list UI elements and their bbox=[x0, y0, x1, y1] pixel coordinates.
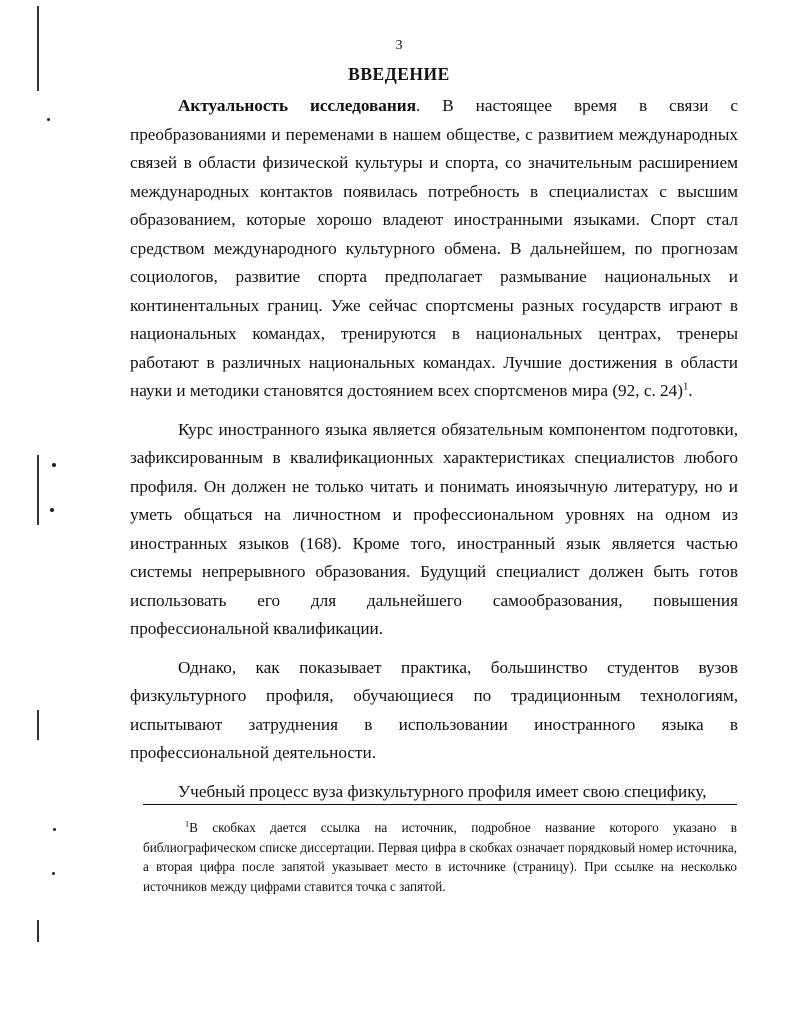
scan-edge-line bbox=[37, 455, 39, 525]
paragraph-practice: Однако, как показывает практика, большинство студентов вузов физкультурного профиля, обучающиеся по традиционным технологиям, испытывают затруднения в использовании иностранного языка в профессиональной деятельности. bbox=[130, 657, 738, 762]
body-text bbox=[130, 92, 738, 816]
footnote-divider bbox=[143, 804, 737, 805]
paragraph-course: Курс иностранного языка является обязательным компонентом подготовки, зафиксированным в квалификационных характеристиках специалистов любого профиля. Он должен не только читать и понимать иноязычную литературу, но и уметь общаться на личностном и профессиональном уровнях на одном из иностранных языков (168). Кроме того, иностранный язык является частью системы непрерывного образования. Будущий специалист должен быть готов использовать его для дальнейшего самообразования, повышения профессиональной квалификации. bbox=[130, 419, 738, 638]
scan-speck bbox=[52, 872, 55, 875]
paragraph-process: Учебный процесс вуза физкультурного профиля имеет свою специфику, bbox=[178, 781, 707, 801]
footnote-reference[interactable]: 1 bbox=[682, 381, 689, 393]
scan-edge-line bbox=[37, 920, 39, 942]
paragraph-end: . bbox=[688, 381, 693, 400]
footnote-marker: 1 bbox=[185, 819, 190, 829]
scan-speck bbox=[53, 828, 56, 831]
page-number: 3 bbox=[395, 38, 403, 53]
paragraph-text: . В настоящее время в связи с преобразованиями и переменами в нашем обществе, с развитием международных связей в области физической культуры и спорта, со значительным расширением международных контактов появилась потребность в специалистах с высшим образованием, которые хорошо владеют иностранными языками. Спорт стал средством международного культурного обмена. В дальнейшем, по прогнозам социологов, развитие спорта предполагает размывание национальных и континентальных границ. Уже сейчас спортсмены разных государств играют в национальных командах, тренируются в национальных центрах, тренеры работают в различных национальных командах. Лучшие достижения в области науки и методики становятся достоянием всех спортсменов мира (92, с. 24) bbox=[130, 96, 738, 400]
scan-speck bbox=[50, 508, 54, 512]
scan-speck bbox=[47, 118, 50, 121]
scan-edge-line bbox=[37, 710, 39, 740]
footnote bbox=[143, 818, 737, 896]
page-title: ВВЕДЕНИЕ bbox=[348, 64, 450, 84]
paragraph-relevance bbox=[130, 92, 738, 406]
paragraph-lead: Актуальность исследования bbox=[178, 96, 417, 115]
scan-speck bbox=[52, 463, 56, 467]
footnote-text: В скобках дается ссылка на источник, подробное название которого указано в библиографическом списке диссертации. Первая цифра в скобках означает порядковый номер источника, а вторая цифра после запятой указывает место в источнике (страницу). При ссылке на несколько источников между цифрами ставится точка с запятой. bbox=[143, 820, 737, 894]
